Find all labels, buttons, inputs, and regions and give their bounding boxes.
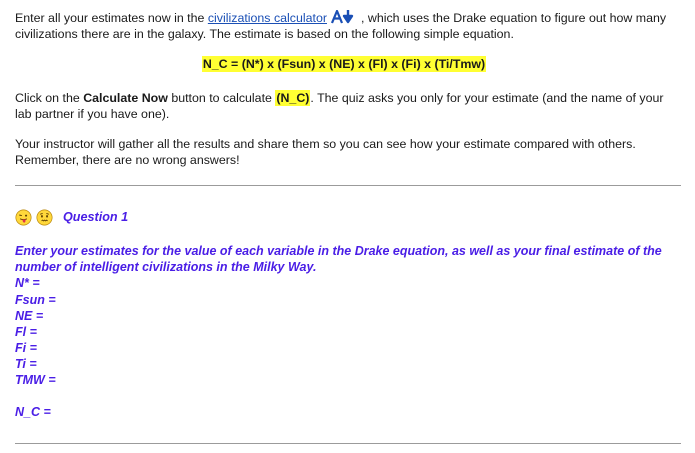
variable-fi: Fi = xyxy=(15,340,37,355)
content-area xyxy=(15,10,681,444)
tongue-out-emoji-icon xyxy=(15,209,32,226)
equation-row xyxy=(7,57,681,71)
divider-top xyxy=(15,185,681,186)
instruction-text-end: . The quiz asks you only for your estimate (and the name of your lab partner if you have one). xyxy=(15,91,664,121)
variable-list xyxy=(15,275,681,420)
question-header xyxy=(15,208,681,226)
drake-equation: N_C = (N*) x (Fsun) x (NE) x (Fl) x (Fi) x (Ti/Tmw) xyxy=(202,57,486,71)
instruction-text-start: Click on the xyxy=(15,91,84,105)
nc-variable-highlight: (N_C) xyxy=(276,91,310,105)
civilizations-calculator-link[interactable]: civilizations calculator xyxy=(207,11,327,25)
intro-paragraph xyxy=(15,10,681,42)
variable-fsun: Fsun = xyxy=(15,292,56,307)
final-estimate-nc: N_C = xyxy=(15,405,51,420)
variable-ne: NE = xyxy=(15,308,44,323)
instruction-paragraph xyxy=(15,91,681,122)
instruction-text-middle: button to calculate xyxy=(167,91,276,105)
external-link-icon[interactable] xyxy=(331,10,357,24)
divider-bottom xyxy=(15,443,681,444)
intro-text-end: , which uses the Drake equation to figure out how many civilizations there are in the galaxy. The estimate is based on the following simple equation. xyxy=(15,11,667,41)
worried-emoji-icon xyxy=(36,209,53,226)
variable-n-star: N* = xyxy=(15,276,40,291)
calculate-now-label: Calculate Now xyxy=(83,91,168,105)
intro-text-start: Enter all your estimates now in the xyxy=(15,11,208,25)
question-prompt: Enter your estimates for the value of each variable in the Drake equation, as well as your final estimate of the number of intelligent civilizations in the Milky Way. xyxy=(15,244,662,274)
question-title: Question 1 xyxy=(63,210,129,224)
variable-ti: Ti = xyxy=(15,356,37,371)
variable-fl: Fl = xyxy=(15,324,37,339)
note-paragraph: Your instructor will gather all the results and share them so you can see how your estimate compared with others. Remember, there are no wrong answers! xyxy=(15,137,636,167)
variable-tmw: TMW = xyxy=(15,372,56,387)
